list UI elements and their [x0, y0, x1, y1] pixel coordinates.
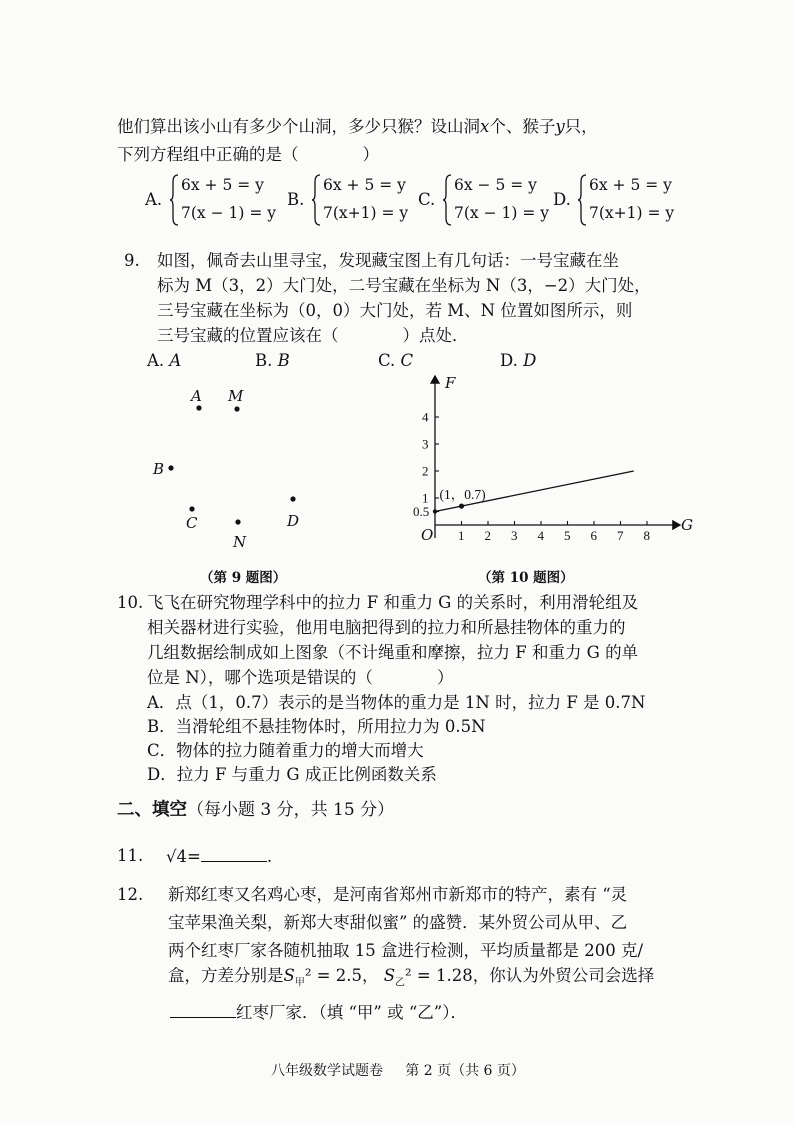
left-brace-icon [577, 174, 587, 226]
y-tick-label: 0.5 [413, 504, 430, 519]
q9-line4: 三号宝藏的位置应该在（ ）点处． [157, 326, 469, 345]
x-tick-label: 7 [617, 528, 624, 543]
q9-number: 9. [124, 251, 140, 270]
y-tick-label: 4 [422, 409, 429, 425]
left-brace-icon [311, 174, 321, 226]
q12-number: 12. [117, 885, 144, 904]
intercept-point [433, 509, 437, 513]
point-label-c: C [186, 514, 198, 532]
marked-point [459, 504, 464, 509]
q12-line2: 宝苹果渔关梨，新郑大枣甜似蜜” 的盛赞．某外贸公司从甲、乙 [168, 913, 628, 932]
point-d [290, 496, 295, 501]
y-axis-label: F [445, 374, 456, 392]
answer-blank [170, 1001, 236, 1018]
point-n [235, 519, 240, 524]
q9-line1: 如图，佩奇去山里寻宝，发现藏宝图上有几句话：一号宝藏在坐 [157, 251, 619, 270]
q12-line1: 新郑红枣又名鸡心枣，是河南省郑州市新郑市的特产，素有 “灵 [168, 885, 628, 904]
x-tick-label: 5 [564, 528, 571, 543]
q12-line5: 红枣厂家．（填 “甲” 或 “乙”）． [170, 1001, 467, 1024]
q8-line1: 他们算出该小山有多少个山洞，多少只猴？设山洞x个、猴子y只， [117, 117, 598, 136]
q10-option-b: B．当滑轮组不悬挂物体时，所用拉力为 0.5N [147, 717, 486, 736]
q10-number: 10. [117, 593, 144, 612]
q10-line3: 几组数据绘制成如上图象（不计绳重和摩擦，拉力 F 和重力 G 的单 [147, 643, 639, 662]
q10-line2: 相关器材进行实验，他用电脑把得到的拉力和所悬挂物体的重力的 [147, 618, 626, 637]
page-footer: 八年级数学试题卷 第 2 页（共 6 页） [271, 1063, 525, 1079]
q10-option-a: A．点（1，0.7）表示的是当物体的重力是 1N 时，拉力 F 是 0.7N [147, 693, 646, 712]
q10-line-chart [405, 370, 705, 560]
section-heading: 二、填空（每小题 3 分，共 15 分） [117, 800, 395, 820]
q8-option-c: C. 6x − 5 = y 7(x − 1) = y [418, 174, 550, 228]
y-tick-label: 2 [422, 463, 429, 479]
origin-label: O [421, 526, 434, 544]
left-brace-icon [442, 174, 452, 226]
figure-9-caption: （第 9 题图） [200, 570, 287, 586]
x-tick-label: 2 [484, 528, 491, 543]
q8-option-a: A. 6x + 5 = y 7(x − 1) = y [145, 174, 275, 228]
q9-point-map [140, 380, 340, 555]
q9-option-a: A. A [147, 351, 182, 370]
q8-option-b: B. 6x + 5 = y 7(x+1) = y [287, 174, 417, 228]
point-label-m: M [228, 387, 244, 405]
x-tick-label: 3 [511, 528, 518, 543]
x-axis-label: G [681, 516, 693, 534]
q12-line3: 两个红枣厂家各随机抽取 15 盒进行检测，平均质量都是 200 克/ [168, 941, 644, 960]
point-m [234, 406, 239, 411]
left-brace-icon [169, 174, 179, 226]
x-tick-label: 4 [537, 528, 544, 543]
x-tick-label: 1 [458, 528, 465, 543]
sqrt-expression: √4 [166, 847, 188, 866]
q9-line3: 三号宝藏在坐标为（0，0）大门处，若 M、N 位置如图所示，则 [157, 301, 633, 320]
q10-option-d: D．拉力 F 与重力 G 成正比例函数关系 [147, 765, 437, 784]
x-tick-label: 8 [643, 528, 650, 543]
point-label-a: A [191, 387, 202, 405]
figure-10-caption: （第 10 题图） [478, 570, 574, 586]
point-coordinate-label: (1，0.7) [439, 487, 486, 503]
x-tick-label: 6 [590, 528, 597, 543]
q9-option-c: C. C [378, 351, 414, 370]
answer-blank [201, 845, 267, 862]
q12-line4: 盒，方差分别是$S_甲^2 = 2.5$， $S_乙^2 = 1.28$，你认为外贸公司会选择 [168, 966, 655, 989]
q9-line2: 标为 M（3，2）大门处，二号宝藏在坐标为 N（3，−2）大门处， [157, 276, 651, 295]
point-label-d: D [287, 512, 300, 530]
point-c [189, 506, 194, 511]
y-tick-label: 1 [422, 490, 429, 506]
q8-line2: 下列方程组中正确的是（ ） [117, 145, 379, 164]
q11-number: 11. [117, 846, 144, 865]
q8-option-d: D. 6x + 5 = y 7(x+1) = y [553, 174, 683, 228]
q9-option-b: B. B [255, 351, 290, 370]
q11-line: √4= . [166, 847, 273, 866]
point-label-b: B [153, 460, 165, 478]
y-tick-label: 3 [422, 436, 429, 452]
q10-line1: 飞飞在研究物理学科中的拉力 F 和重力 G 的关系时，利用滑轮组及 [147, 593, 639, 612]
point-b [168, 465, 173, 470]
q9-option-d: D. D [500, 351, 537, 370]
q10-line4: 位是 N），哪个选项是错误的（ ） [147, 668, 454, 687]
q10-option-c: C．物体的拉力随着重力的增大而增大 [147, 741, 424, 760]
point-label-n: N [233, 533, 247, 551]
point-a [196, 405, 201, 410]
